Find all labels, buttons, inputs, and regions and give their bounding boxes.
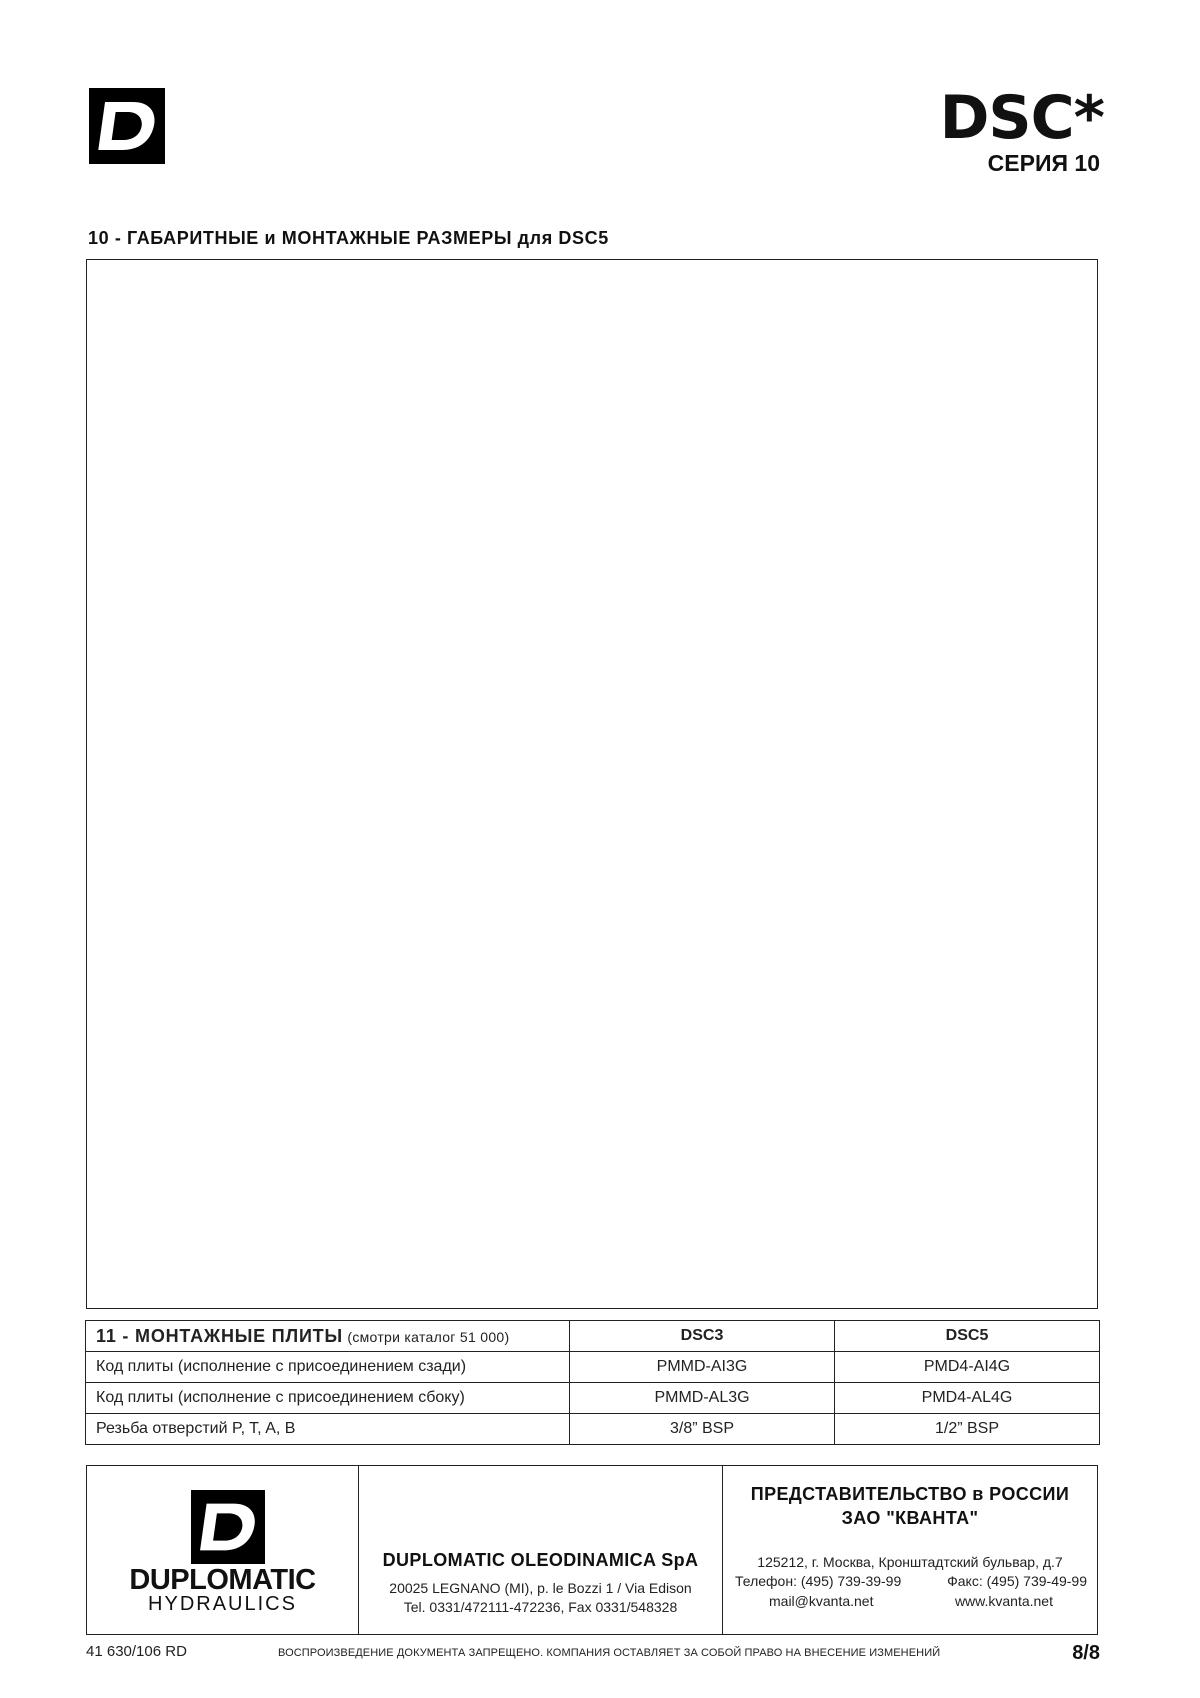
column-header-dsc3: DSC3 (570, 1321, 835, 1352)
table-header-row (86, 1321, 1100, 1352)
section-title-main: 10 - ГАБАРИТНЫЕ и МОНТАЖНЫЕ РАЗМЕРЫ (88, 228, 518, 248)
table-row (86, 1414, 1100, 1445)
row-label: Резьба отверстий P, T, A, B (86, 1414, 570, 1445)
cell-dsc3: PMMD-AI3G (570, 1352, 835, 1383)
brand-subtitle: HYDRAULICS (148, 1593, 297, 1615)
series-label: СЕРИЯ 10 (987, 150, 1100, 176)
company-phone: Tel. 0331/472111-472236, Fax 0331/548328 (403, 1599, 678, 1615)
mounting-plates-table (85, 1320, 1100, 1445)
page-number: 8/8 (1072, 1642, 1100, 1664)
footer-company-cell (359, 1466, 723, 1634)
representative-website: www.kvanta.net (954, 1593, 1053, 1609)
duplomatic-logo-icon (191, 1490, 265, 1564)
section-title-model: DSC5 (552, 228, 609, 248)
plates-catalog-note: (смотри каталог 51 000) (347, 1328, 510, 1345)
cell-dsc5: PMD4-AI4G (835, 1352, 1100, 1383)
product-code: DSC* (939, 83, 1104, 153)
representative-phone: Телефон: (495) 739-39-99 (735, 1573, 902, 1589)
company-name: DUPLOMATIC OLEODINAMICA SpA (382, 1550, 699, 1570)
cell-dsc3: PMMD-AL3G (570, 1383, 835, 1414)
duplomatic-logo-icon (89, 88, 165, 164)
representative-address: 125212, г. Москва, Кронштадтский бульвар, д.7 (757, 1554, 1063, 1570)
company-address: 20025 LEGNANO (MI), p. le Bozzi 1 / Via Edison (389, 1580, 692, 1596)
representative-fax: Факс: (495) 739-49-99 (947, 1573, 1087, 1589)
cell-dsc5: 1/2” BSP (835, 1414, 1100, 1445)
document-number: 41 630/106 RD (86, 1643, 187, 1660)
drawing-frame (86, 259, 1098, 1309)
cell-dsc5: PMD4-AL4G (835, 1383, 1100, 1414)
cell-dsc3: 3/8” BSP (570, 1414, 835, 1445)
plates-title: 11 - МОНТАЖНЫЕ ПЛИТЫ (96, 1325, 343, 1346)
footer-representative-cell (723, 1466, 1097, 1634)
copyright-notice: ВОСПРОИЗВЕДЕНИЕ ДОКУМЕНТА ЗАПРЕЩЕНО. КОМПАНИЯ ОСТАВЛЯЕТ ЗА СОБОЙ ПРАВО НА ВНЕСЕНИЕ ИЗМЕНЕНИЙ (278, 1647, 941, 1659)
row-label: Код плиты (исполнение с присоединением сбоку) (86, 1383, 570, 1414)
row-label: Код плиты (исполнение с присоединением сзади) (86, 1352, 570, 1383)
column-header-dsc5: DSC5 (835, 1321, 1100, 1352)
section-title-connector: для (517, 228, 553, 248)
brand-name: DUPLOMATIC (129, 1564, 316, 1596)
table-row (86, 1352, 1100, 1383)
table-row (86, 1383, 1100, 1414)
section-title-dimensions (88, 228, 609, 249)
footer-box (86, 1465, 1098, 1635)
footer-logo-cell (87, 1466, 359, 1634)
representative-email: mail@kvanta.net (769, 1593, 874, 1609)
representative-company: ЗАО "КВАНТА" (841, 1508, 979, 1528)
table-header-title (86, 1321, 570, 1352)
representative-title: ПРЕДСТАВИТЕЛЬСТВО в РОССИИ (750, 1484, 1070, 1504)
